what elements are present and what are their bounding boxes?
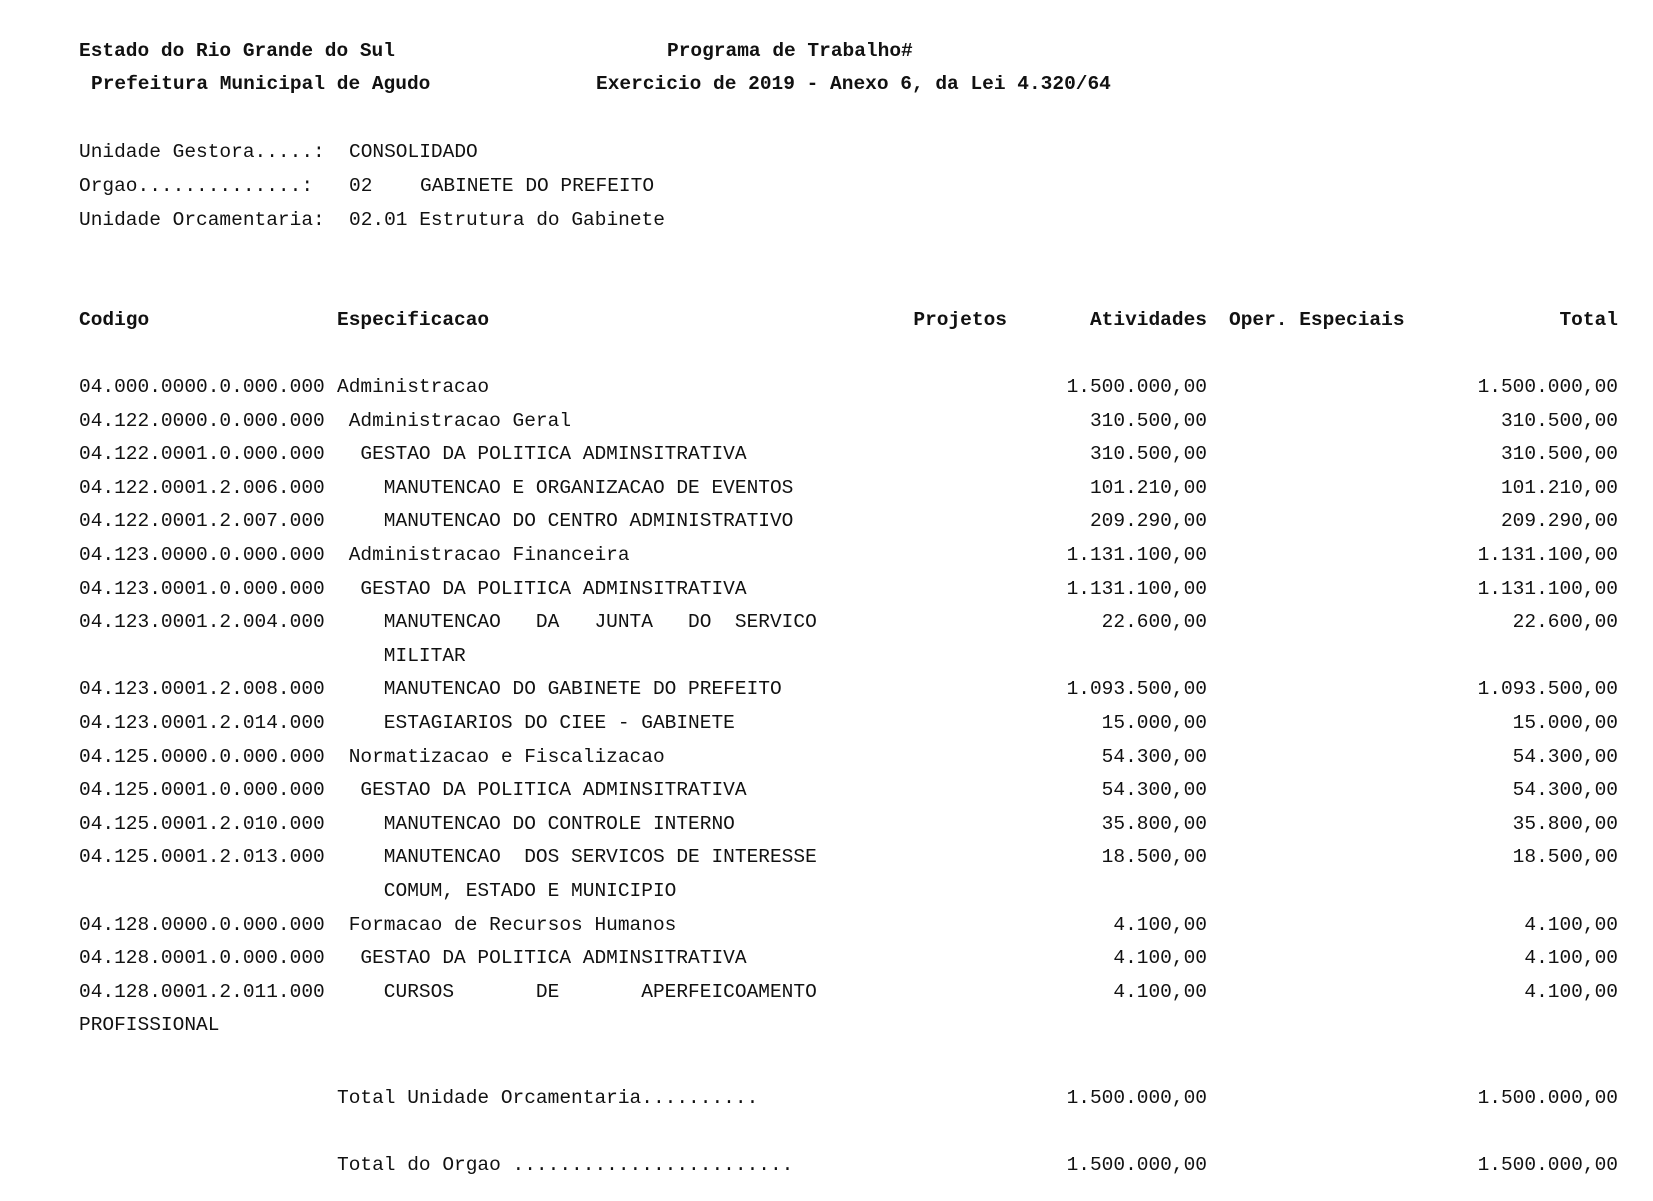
row-total: 35.800,00 (1512, 813, 1618, 835)
row-specification: MANUTENCAO DO CENTRO ADMINISTRATIVO (337, 510, 794, 532)
row-specification: Administracao (337, 376, 490, 398)
total-atividades: 1.500.000,00 (1066, 1087, 1207, 1109)
row-code: 04.122.0001.2.007.000 (79, 510, 325, 532)
unidade-orcamentaria-label: Unidade Orcamentaria: (79, 209, 325, 231)
row-specification: GESTAO DA POLITICA ADMINSITRATIVA (337, 779, 747, 801)
row-code: 04.128.0001.0.000.000 (79, 947, 325, 969)
orgao-code: 02 (349, 175, 373, 197)
row-code: 04.123.0001.0.000.000 (79, 578, 325, 600)
row-total: 1.093.500,00 (1477, 678, 1618, 700)
header-exercise: Exercicio de 2019 - Anexo 6, da Lei 4.320/64 (596, 73, 1111, 95)
row-specification: MANUTENCAO DO CONTROLE INTERNO (337, 813, 735, 835)
row-atividades: 54.300,00 (1101, 779, 1207, 801)
total-atividades: 1.500.000,00 (1066, 1154, 1207, 1176)
row-code: 04.123.0001.2.004.000 (79, 611, 325, 633)
row-specification: MANUTENCAO DOS SERVICOS DE INTERESSE (337, 846, 817, 868)
row-atividades: 1.500.000,00 (1066, 376, 1207, 398)
row-total: 54.300,00 (1512, 779, 1618, 801)
row-specification: GESTAO DA POLITICA ADMINSITRATIVA (337, 443, 747, 465)
row-code: 04.128.0000.0.000.000 (79, 914, 325, 936)
row-total: 310.500,00 (1500, 410, 1618, 432)
unidade-orcamentaria-value: 02.01 Estrutura do Gabinete (349, 209, 665, 231)
row-total: 22.600,00 (1512, 611, 1618, 633)
row-code: 04.125.0001.2.013.000 (79, 846, 325, 868)
row-atividades: 1.093.500,00 (1066, 678, 1207, 700)
row-code: 04.128.0001.2.011.000 (79, 981, 325, 1003)
total-value: 1.500.000,00 (1477, 1154, 1618, 1176)
row-atividades: 54.300,00 (1101, 746, 1207, 768)
row-code: 04.123.0001.2.008.000 (79, 678, 325, 700)
unidade-gestora-value: CONSOLIDADO (349, 141, 478, 163)
row-code: 04.125.0001.2.010.000 (79, 813, 325, 835)
row-atividades: 15.000,00 (1101, 712, 1207, 734)
row-code: PROFISSIONAL (79, 1014, 220, 1036)
column-header-oper-especiais: Oper. Especiais (1229, 309, 1405, 331)
row-total: 1.500.000,00 (1477, 376, 1618, 398)
row-specification: GESTAO DA POLITICA ADMINSITRATIVA (337, 947, 747, 969)
column-header-especificacao: Especificacao (337, 309, 490, 331)
column-header-atividades: Atividades (1089, 309, 1207, 331)
row-specification: Administracao Financeira (337, 544, 630, 566)
row-total: 4.100,00 (1524, 947, 1618, 969)
row-total: 54.300,00 (1512, 746, 1618, 768)
total-value: 1.500.000,00 (1477, 1087, 1618, 1109)
header-program: Programa de Trabalho# (667, 40, 913, 62)
row-specification: Administracao Geral (337, 410, 572, 432)
row-code: 04.122.0000.0.000.000 (79, 410, 325, 432)
row-total: 4.100,00 (1524, 914, 1618, 936)
row-total: 15.000,00 (1512, 712, 1618, 734)
row-specification: MILITAR (337, 645, 466, 667)
row-specification: CURSOS DE APERFEICOAMENTO (337, 981, 817, 1003)
header-state: Estado do Rio Grande do Sul (79, 40, 395, 62)
row-atividades: 310.500,00 (1089, 443, 1207, 465)
row-atividades: 1.131.100,00 (1066, 578, 1207, 600)
row-atividades: 310.500,00 (1089, 410, 1207, 432)
row-code: 04.122.0001.2.006.000 (79, 477, 325, 499)
row-specification: COMUM, ESTADO E MUNICIPIO (337, 880, 677, 902)
row-atividades: 1.131.100,00 (1066, 544, 1207, 566)
unidade-gestora-label: Unidade Gestora.....: (79, 141, 325, 163)
row-atividades: 18.500,00 (1101, 846, 1207, 868)
row-total: 101.210,00 (1500, 477, 1618, 499)
row-specification: MANUTENCAO DO GABINETE DO PREFEITO (337, 678, 782, 700)
orgao-name: GABINETE DO PREFEITO (420, 175, 655, 197)
row-specification: Normatizacao e Fiscalizacao (337, 746, 665, 768)
row-specification: GESTAO DA POLITICA ADMINSITRATIVA (337, 578, 747, 600)
total-label: Total do Orgao ........................ (337, 1154, 794, 1176)
row-code: 04.125.0001.0.000.000 (79, 779, 325, 801)
row-atividades: 101.210,00 (1089, 477, 1207, 499)
column-header-codigo: Codigo (79, 309, 150, 331)
column-header-total: Total (1559, 309, 1618, 331)
row-total: 1.131.100,00 (1477, 544, 1618, 566)
header-municipality: Prefeitura Municipal de Agudo (91, 73, 431, 95)
row-atividades: 35.800,00 (1101, 813, 1207, 835)
row-code: 04.125.0000.0.000.000 (79, 746, 325, 768)
row-code: 04.123.0000.0.000.000 (79, 544, 325, 566)
column-header-projetos: Projetos (913, 309, 1007, 331)
orgao-label: Orgao..............: (79, 175, 314, 197)
row-code: 04.122.0001.0.000.000 (79, 443, 325, 465)
row-specification: ESTAGIARIOS DO CIEE - GABINETE (337, 712, 735, 734)
row-atividades: 4.100,00 (1113, 947, 1207, 969)
row-total: 1.131.100,00 (1477, 578, 1618, 600)
row-specification: Formacao de Recursos Humanos (337, 914, 677, 936)
row-total: 209.290,00 (1500, 510, 1618, 532)
row-total: 310.500,00 (1500, 443, 1618, 465)
row-atividades: 209.290,00 (1089, 510, 1207, 532)
row-total: 18.500,00 (1512, 846, 1618, 868)
row-specification: MANUTENCAO DA JUNTA DO SERVICO (337, 611, 817, 633)
row-atividades: 4.100,00 (1113, 981, 1207, 1003)
row-code: 04.123.0001.2.014.000 (79, 712, 325, 734)
row-specification: MANUTENCAO E ORGANIZACAO DE EVENTOS (337, 477, 794, 499)
row-code: 04.000.0000.0.000.000 (79, 376, 325, 398)
row-total: 4.100,00 (1524, 981, 1618, 1003)
total-label: Total Unidade Orcamentaria.......... (337, 1087, 759, 1109)
row-atividades: 4.100,00 (1113, 914, 1207, 936)
row-atividades: 22.600,00 (1101, 611, 1207, 633)
